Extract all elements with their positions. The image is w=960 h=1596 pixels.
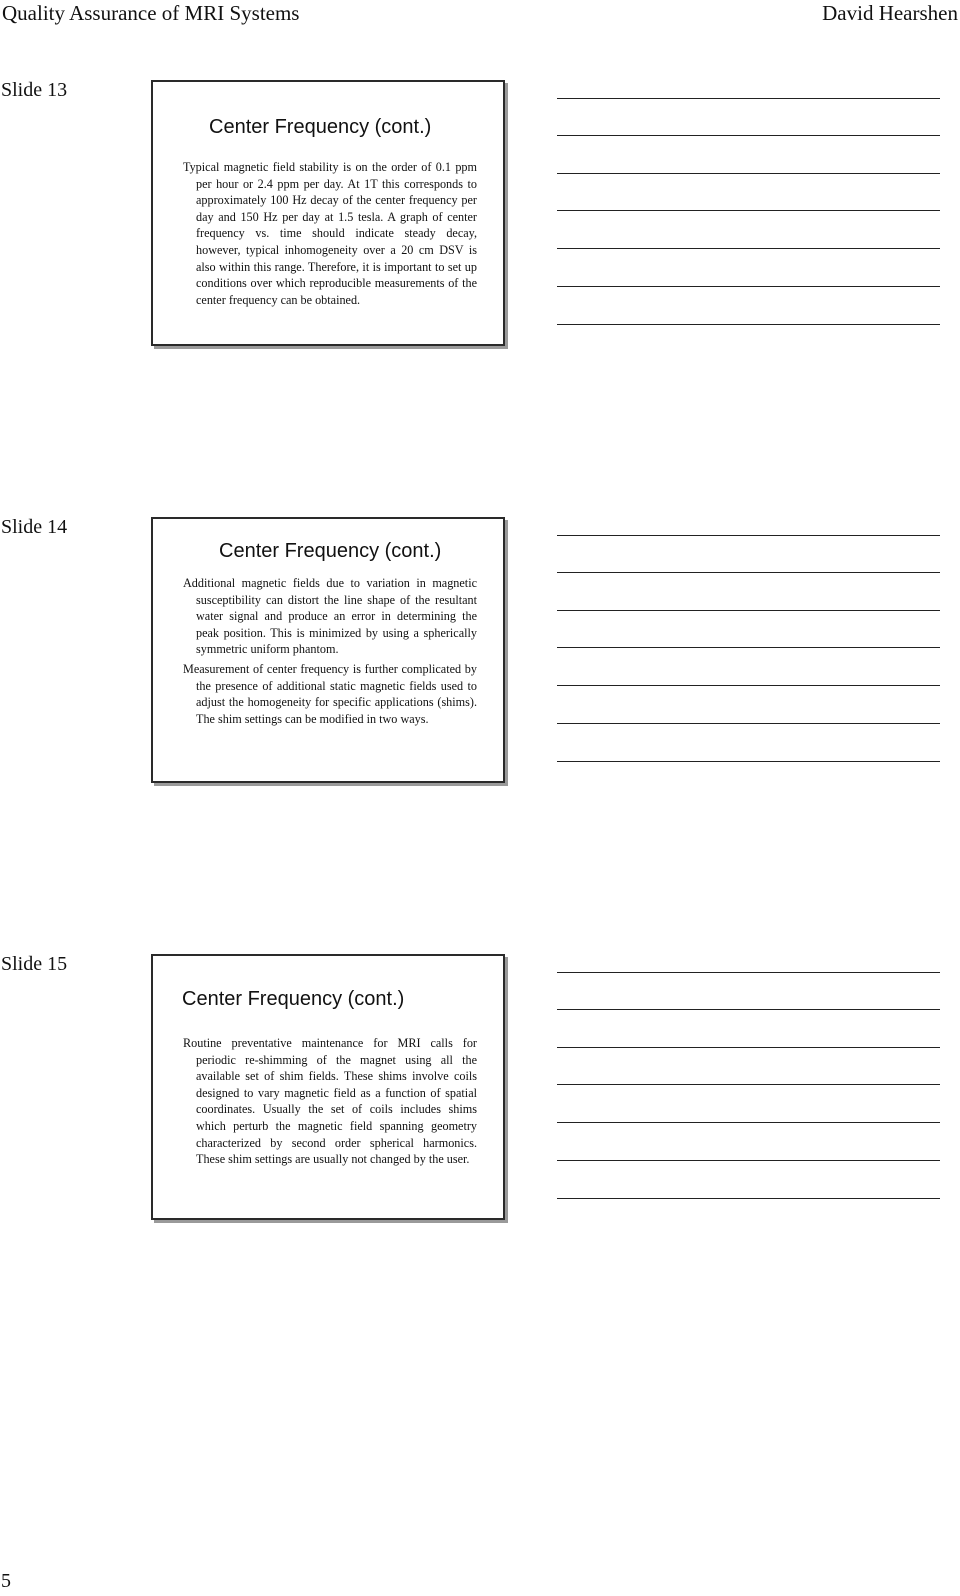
note-line bbox=[557, 972, 940, 973]
slide-13-frame bbox=[151, 80, 505, 346]
note-line bbox=[557, 1122, 940, 1123]
note-line bbox=[557, 98, 940, 99]
note-line bbox=[557, 610, 940, 611]
slide-paragraph: Additional magnetic fields due to variation in magnetic susceptibility can distort the line shape of the resultant water signal and produce an error in determining the peak position. This is minimized by using a spherically symmetric uniform phantom. bbox=[183, 576, 477, 657]
slide-15-frame bbox=[151, 954, 505, 1220]
note-line bbox=[557, 135, 940, 136]
slide-title: Center Frequency (cont.) bbox=[182, 988, 405, 1010]
slide-label: Slide 15 bbox=[1, 953, 68, 975]
note-line bbox=[557, 1198, 940, 1199]
slide-title: Center Frequency (cont.) bbox=[209, 116, 432, 138]
slide-label: Slide 14 bbox=[1, 516, 68, 538]
note-line bbox=[557, 685, 940, 686]
note-line bbox=[557, 1009, 940, 1010]
slide-14-frame bbox=[151, 517, 505, 783]
note-line bbox=[557, 647, 940, 648]
slide-label: Slide 13 bbox=[1, 79, 68, 101]
page-number: 5 bbox=[1, 1570, 11, 1592]
author-name: David Hearshen bbox=[822, 1, 958, 25]
note-line bbox=[557, 1160, 940, 1161]
note-line bbox=[557, 210, 940, 211]
note-line bbox=[557, 173, 940, 174]
slide-title: Center Frequency (cont.) bbox=[219, 540, 442, 562]
slide-body bbox=[183, 1035, 477, 1171]
slide-paragraph: Typical magnetic field stability is on the order of 0.1 ppm per hour or 2.4 ppm per day. At 1T this corresponds to approximately 100 Hz decay of the center frequency per day and 150 Hz per day at 1.5 tesla. A graph of center frequency vs. time should indicate steady decay, however, typical inhomogeneity over a 20 cm DSV is also within this range. Therefore, it is important to set up conditions over which reproducible measurements of the center frequency can be obtained. bbox=[183, 160, 477, 307]
note-line bbox=[557, 535, 940, 536]
note-line bbox=[557, 248, 940, 249]
note-line bbox=[557, 761, 940, 762]
page-header bbox=[0, 0, 960, 30]
note-line bbox=[557, 324, 940, 325]
note-line bbox=[557, 286, 940, 287]
note-line bbox=[557, 1084, 940, 1085]
slide-paragraph: Measurement of center frequency is further complicated by the presence of additional static magnetic fields used to adjust the homogeneity for specific applications (shims). The shim settings can be modified in two ways. bbox=[183, 661, 477, 726]
slide-body bbox=[183, 575, 477, 730]
note-line bbox=[557, 1047, 940, 1048]
document-title: Quality Assurance of MRI Systems bbox=[2, 1, 300, 25]
slide-body bbox=[183, 159, 477, 311]
slide-paragraph: Routine preventative maintenance for MRI calls for periodic re-shimming of the magnet using all the available set of shim fields. These shims involve coils designed to vary magnetic field as a function of spatial coordinates. Usually the set of coils includes shims which perturb the magnetic field spanning geometry characterized by second order spherical harmonics. These shim settings are usually not changed by the user. bbox=[183, 1036, 477, 1167]
note-line bbox=[557, 572, 940, 573]
note-line bbox=[557, 723, 940, 724]
